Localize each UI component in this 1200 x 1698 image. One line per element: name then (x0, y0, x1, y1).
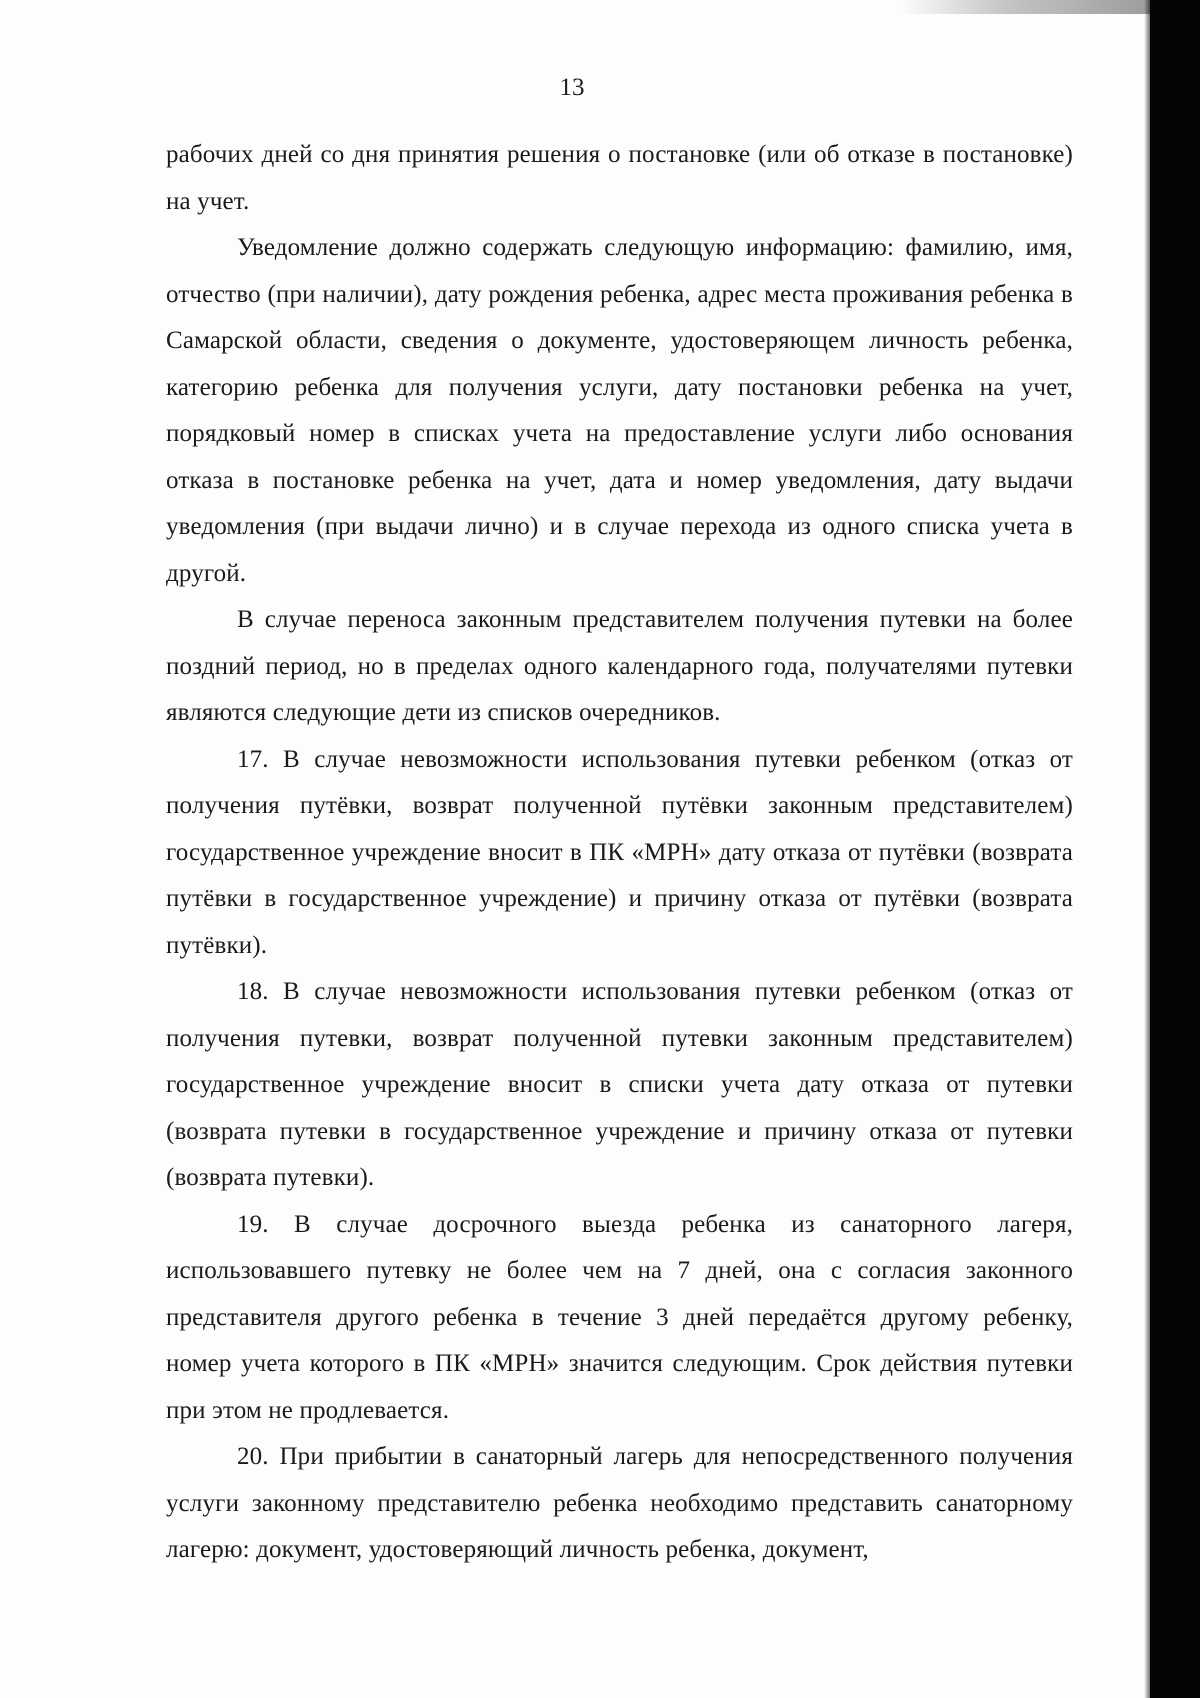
paragraph-18: 18. В случае невозможности использования путевки ребенком (отказ от получения путевки, возврат полученной путевки законным представителем) государственное учреждение вносит в списки учета дату отказа от путевки (возврата путевки в государственное учреждение и причину отказа от путевки (возврата путевки). (166, 978, 1073, 1191)
scan-edge-top (900, 0, 1160, 14)
paragraph-17: 17. В случае невозможности использования путевки ребенком (отказ от получения путёвки, возврат полученной путёвки законным представителем) государственное учреждение вносит в ПК «МРН» дату отказа от путёвки (возврата путёвки в государственное учреждение) и причину отказа от путёвки (возврата путёвки). (166, 745, 1073, 959)
scan-edge-right (1150, 0, 1200, 1698)
paragraph-transfer-period: В случае переноса законным представителем получения путевки на более поздний период, но в пределах одного календарного года, получателями путевки являются следующие дети из списков очередников. (166, 606, 1073, 726)
document-body (166, 132, 1073, 1574)
page-number: 13 (559, 74, 585, 101)
paragraph-19: 19. В случае досрочного выезда ребенка из санаторного лагеря, использовавшего путевку не более чем на 7 дней, она с согласия законного представителя другого ребенка в течение 3 дней передаётся другому ребенку, номер учета которого в ПК «МРН» значится следующим. Срок действия путевки при этом не продлевается. (166, 1210, 1073, 1424)
paragraph-20: 20. При прибытии в санаторный лагерь для непосредственного получения услуги законному представителю ребенка необходимо представить санаторному лагерю: документ, удостоверяющий личность ребенка, документ, (166, 1443, 1073, 1563)
paragraph-continuation: рабочих дней со дня принятия решения о постановке (или об отказе в постановке) на учет. (166, 141, 1073, 215)
paragraph-notification-content: Уведомление должно содержать следующую информацию: фамилию, имя, отчество (при наличии), дату рождения ребенка, адрес места проживания ребенка в Самарской области, сведения о документе, удостоверяющем личность ребенка, категорию ребенка для получения услуги, дату постановки ребенка на учет, порядковый номер в списках учета на предоставление услуги либо основания отказа в постановке ребенка на учет, дата и номер уведомления, дату выдачи уведомления (при выдачи лично) и в случае перехода из одного списка учета в другой. (166, 234, 1073, 587)
